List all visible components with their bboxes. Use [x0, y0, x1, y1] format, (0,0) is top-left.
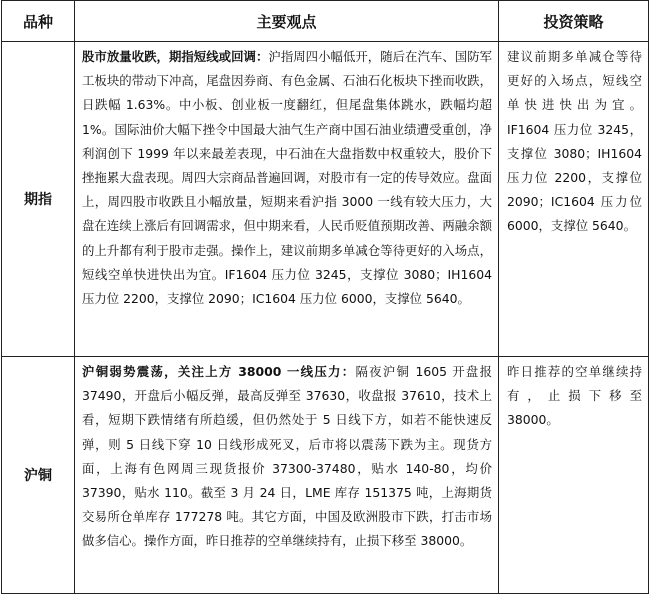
main-view-cell: [75, 357, 499, 594]
header-main-view: 主要观点: [75, 1, 499, 42]
main-view-cell: [75, 42, 499, 357]
strategy-cell: 建议前期多单减仓等待更好的入场点，短线空单快进快出为宜。IF1604 压力位 3245，支撑位 3080；IH1604 压力位 2200，支撑位 2090；IC1604 压力位 6000，支撑位 5640。: [499, 42, 649, 357]
variety-cell: 沪铜: [2, 357, 75, 594]
view-body: 隔夜沪铜 1605 开盘报 37490，开盘后小幅反弹，最高反弹至 37630，收盘报 37610，技术上看，短期下跌情绪有所趋缓，但仍然处于 5 日线下方，如若不能快速反弹，则 5 日线下穿 10 日线形成死叉，后市将以震荡下跌为主。现货方面，上海有色网周三现货报价 37300-37480，贴水 140-80，均价 37390，贴水 110。截至 3 月 24 日，LME 库存 151375 吨，上海期货交易所仓单库存 177278 吨。其它方面，中国及欧洲股市下跌，打击市场做多信心。操作方面，昨日推荐的空单继续持有，止损下移至 38000。: [82, 364, 493, 549]
view-headline: 股市放量收跌，期指短线或回调：: [82, 49, 269, 64]
header-row: [2, 1, 649, 42]
table-row: [2, 42, 649, 357]
header-variety: 品种: [2, 1, 75, 42]
header-strategy: 投资策略: [499, 1, 649, 42]
strategy-table: [1, 0, 649, 594]
variety-cell: 期指: [2, 42, 75, 357]
table-row: [2, 357, 649, 594]
strategy-cell: 昨日推荐的空单继续持有，止损下移至 38000。: [499, 357, 649, 594]
view-body: 沪指周四小幅低开，随后在汽车、国防军工板块的带动下冲高，尾盘因券商、有色金属、石油石化板块下挫而收跌，日跌幅 1.63%。中小板、创业板一度翻红，但尾盘集体跳水，跌幅均超 1%。国际油价大幅下挫令中国最大油气生产商中国石油业绩遭受重创，净利润创下 1999 年以来最差表现，中石油在大盘指数中权重较大，股价下挫拖累大盘表现。周四大宗商品普遍回调，对股市有一定的传导效应。盘面上，周四股市收跌且小幅放量，短期来看沪指 3000 一线有较大压力，大盘在连续上涨后有回调需求，但中期来看，人民币贬值预期改善、两融余额的上升都有利于股市走强。操作上，建议前期多单减仓等待更好的入场点，短线空单快进快出为宜。IF1604 压力位 3245，支撑位 3080；IH1604 压力位 2200，支撑位 2090；IC1604 压力位 6000，支撑位 5640。: [82, 49, 493, 307]
view-headline: 沪铜弱势震荡，关注上方 38000 一线压力：: [82, 364, 356, 379]
